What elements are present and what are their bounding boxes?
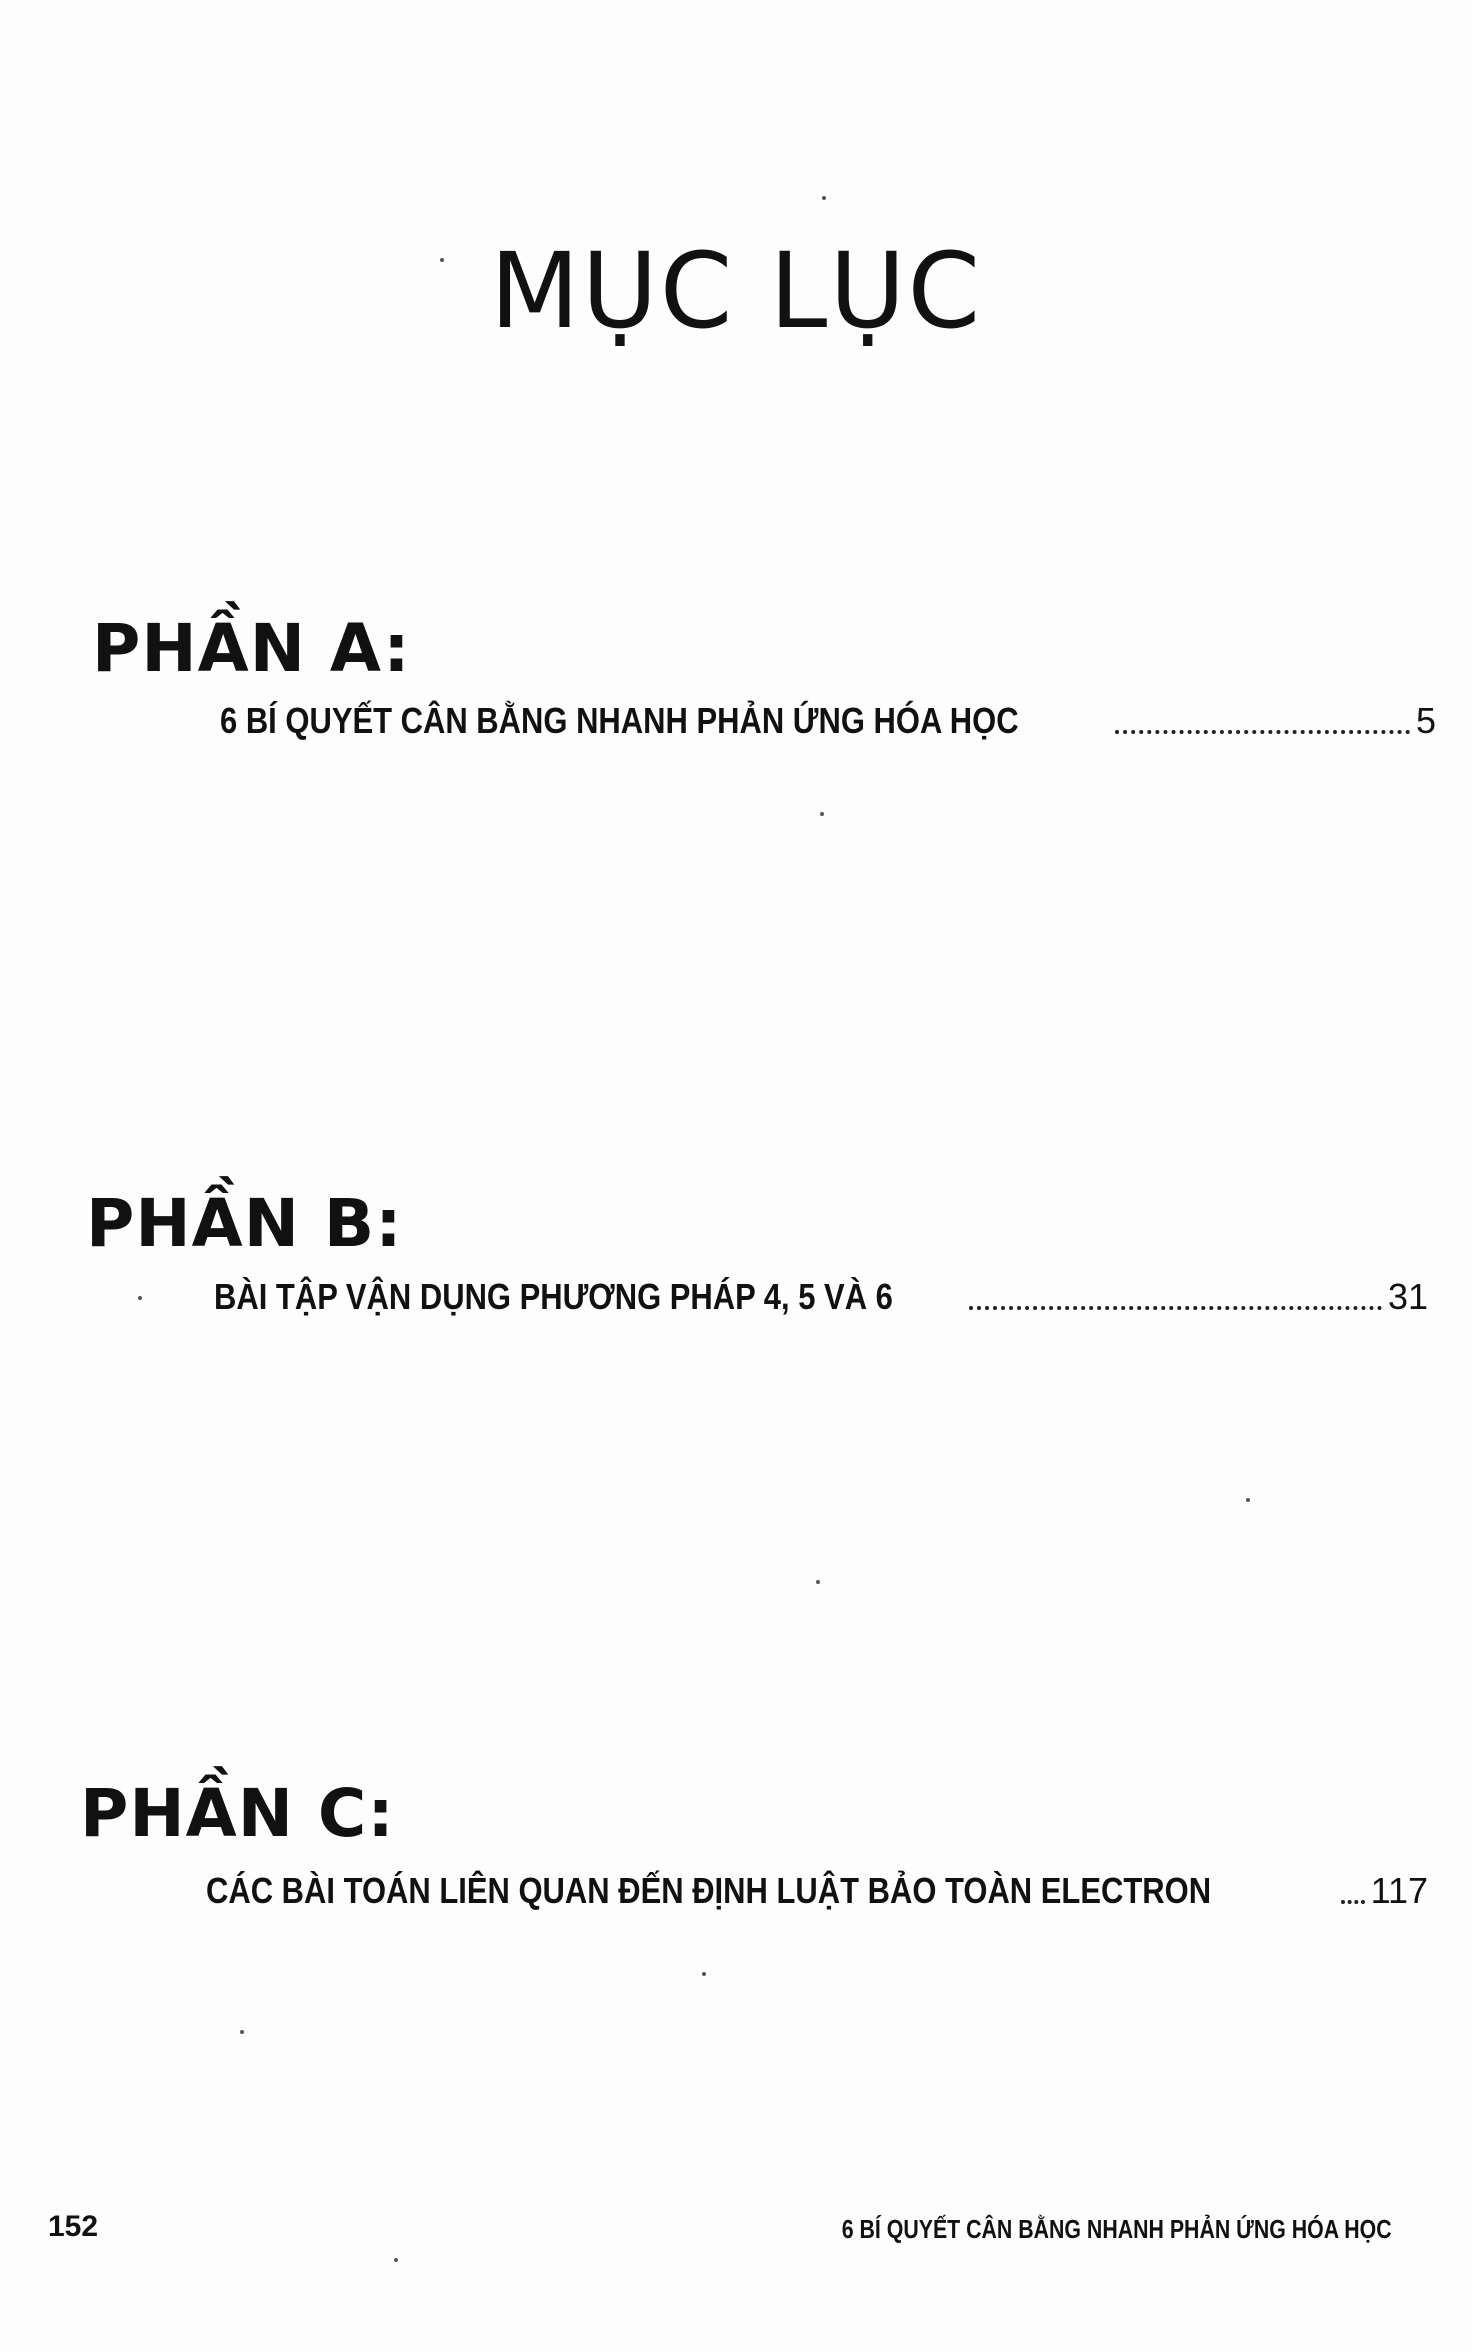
- scan-speck: [816, 1580, 820, 1584]
- toc-entry-a[interactable]: [220, 700, 1436, 742]
- section-heading-a: PHẦN A:: [92, 610, 411, 687]
- scan-speck: [440, 258, 444, 262]
- scan-speck: [1246, 1498, 1250, 1502]
- scan-speck: [820, 812, 824, 816]
- footer-page-number: 152: [48, 2210, 99, 2243]
- scan-speck: [138, 1296, 142, 1300]
- section-heading-c: PHẦN C:: [80, 1775, 395, 1852]
- section-heading-b: PHẦN B:: [86, 1185, 403, 1262]
- page-title: MỤC LỤC: [489, 230, 983, 352]
- toc-entry-b[interactable]: [214, 1276, 1428, 1318]
- toc-entry-title: BÀI TẬP VẬN DỤNG PHƯƠNG PHÁP 4, 5 VÀ 6: [214, 1276, 893, 1317]
- toc-entry-c[interactable]: [206, 1870, 1428, 1912]
- scan-speck: [240, 2030, 244, 2034]
- dot-leader: [969, 1306, 1382, 1310]
- toc-entry-title: 6 BÍ QUYẾT CÂN BẰNG NHANH PHẢN ỨNG HÓA HỌC: [220, 700, 1019, 741]
- scan-speck: [702, 1972, 706, 1976]
- toc-page-number: 31: [1387, 1276, 1428, 1317]
- dot-leader: [1341, 1900, 1365, 1904]
- scan-speck: [822, 196, 826, 200]
- scan-speck: [394, 2258, 398, 2262]
- dot-leader: [1115, 730, 1410, 734]
- footer-book-title: 6 BÍ QUYẾT CÂN BẰNG NHANH PHẢN ỨNG HÓA HỌC: [842, 2214, 1392, 2244]
- toc-page-number: 117: [1370, 1870, 1428, 1911]
- toc-entry-title: CÁC BÀI TOÁN LIÊN QUAN ĐẾN ĐỊNH LUẬT BẢO TOÀN ELECTRON: [206, 1870, 1212, 1911]
- toc-page-number: 5: [1415, 700, 1436, 741]
